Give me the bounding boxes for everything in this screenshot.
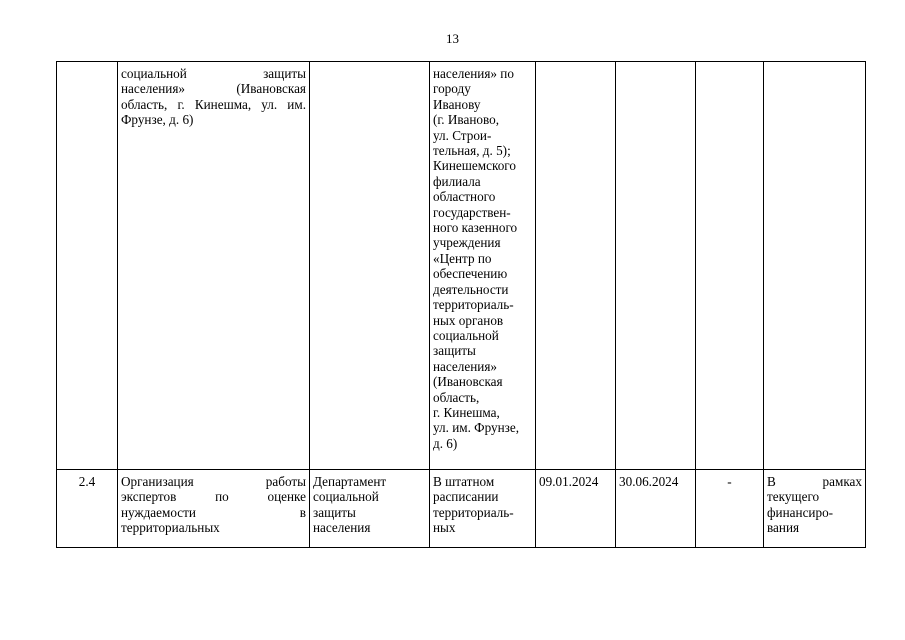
cell-end-date: 30.06.2024 — [616, 470, 696, 548]
cell-cost — [696, 62, 764, 470]
cell-responsible: Департамент социальной защиты населения — [310, 470, 430, 548]
cell-executor: В штатном расписании территориаль- ных — [430, 470, 536, 548]
cell-source: В рамках текущего финансиро- вания — [764, 470, 866, 548]
cell-responsible — [310, 62, 430, 470]
table-row — [57, 470, 866, 548]
cell-cost: - — [696, 470, 764, 548]
cell-start-date — [536, 62, 616, 470]
cell-start-date: 09.01.2024 — [536, 470, 616, 548]
cell-measure: Организация работы экспертов по оценке нуждаемости в территориальных — [118, 470, 310, 548]
cell-number: 2.4 — [57, 470, 118, 548]
cell-measure: социальной защиты населения» (Ивановская область, г. Кинешма, ул. им. Фрунзе, д. 6) — [118, 62, 310, 470]
cell-number — [57, 62, 118, 470]
page-number: 13 — [446, 31, 459, 46]
cell-executor: населения» по городу Иванову (г. Иваново, ул. Строи- тельная, д. 5); Кинешемского филиала областного государствен- ного казенного учреждения «Центр по обеспечению деятельности территориаль- ных органов социальной защиты населения» (Ивановская область, г. Кинешма, ул. им. Фрунзе, д. 6) — [430, 62, 536, 470]
cell-end-date — [616, 62, 696, 470]
table-row — [57, 62, 866, 470]
cell-source — [764, 62, 866, 470]
plan-table — [56, 61, 866, 548]
